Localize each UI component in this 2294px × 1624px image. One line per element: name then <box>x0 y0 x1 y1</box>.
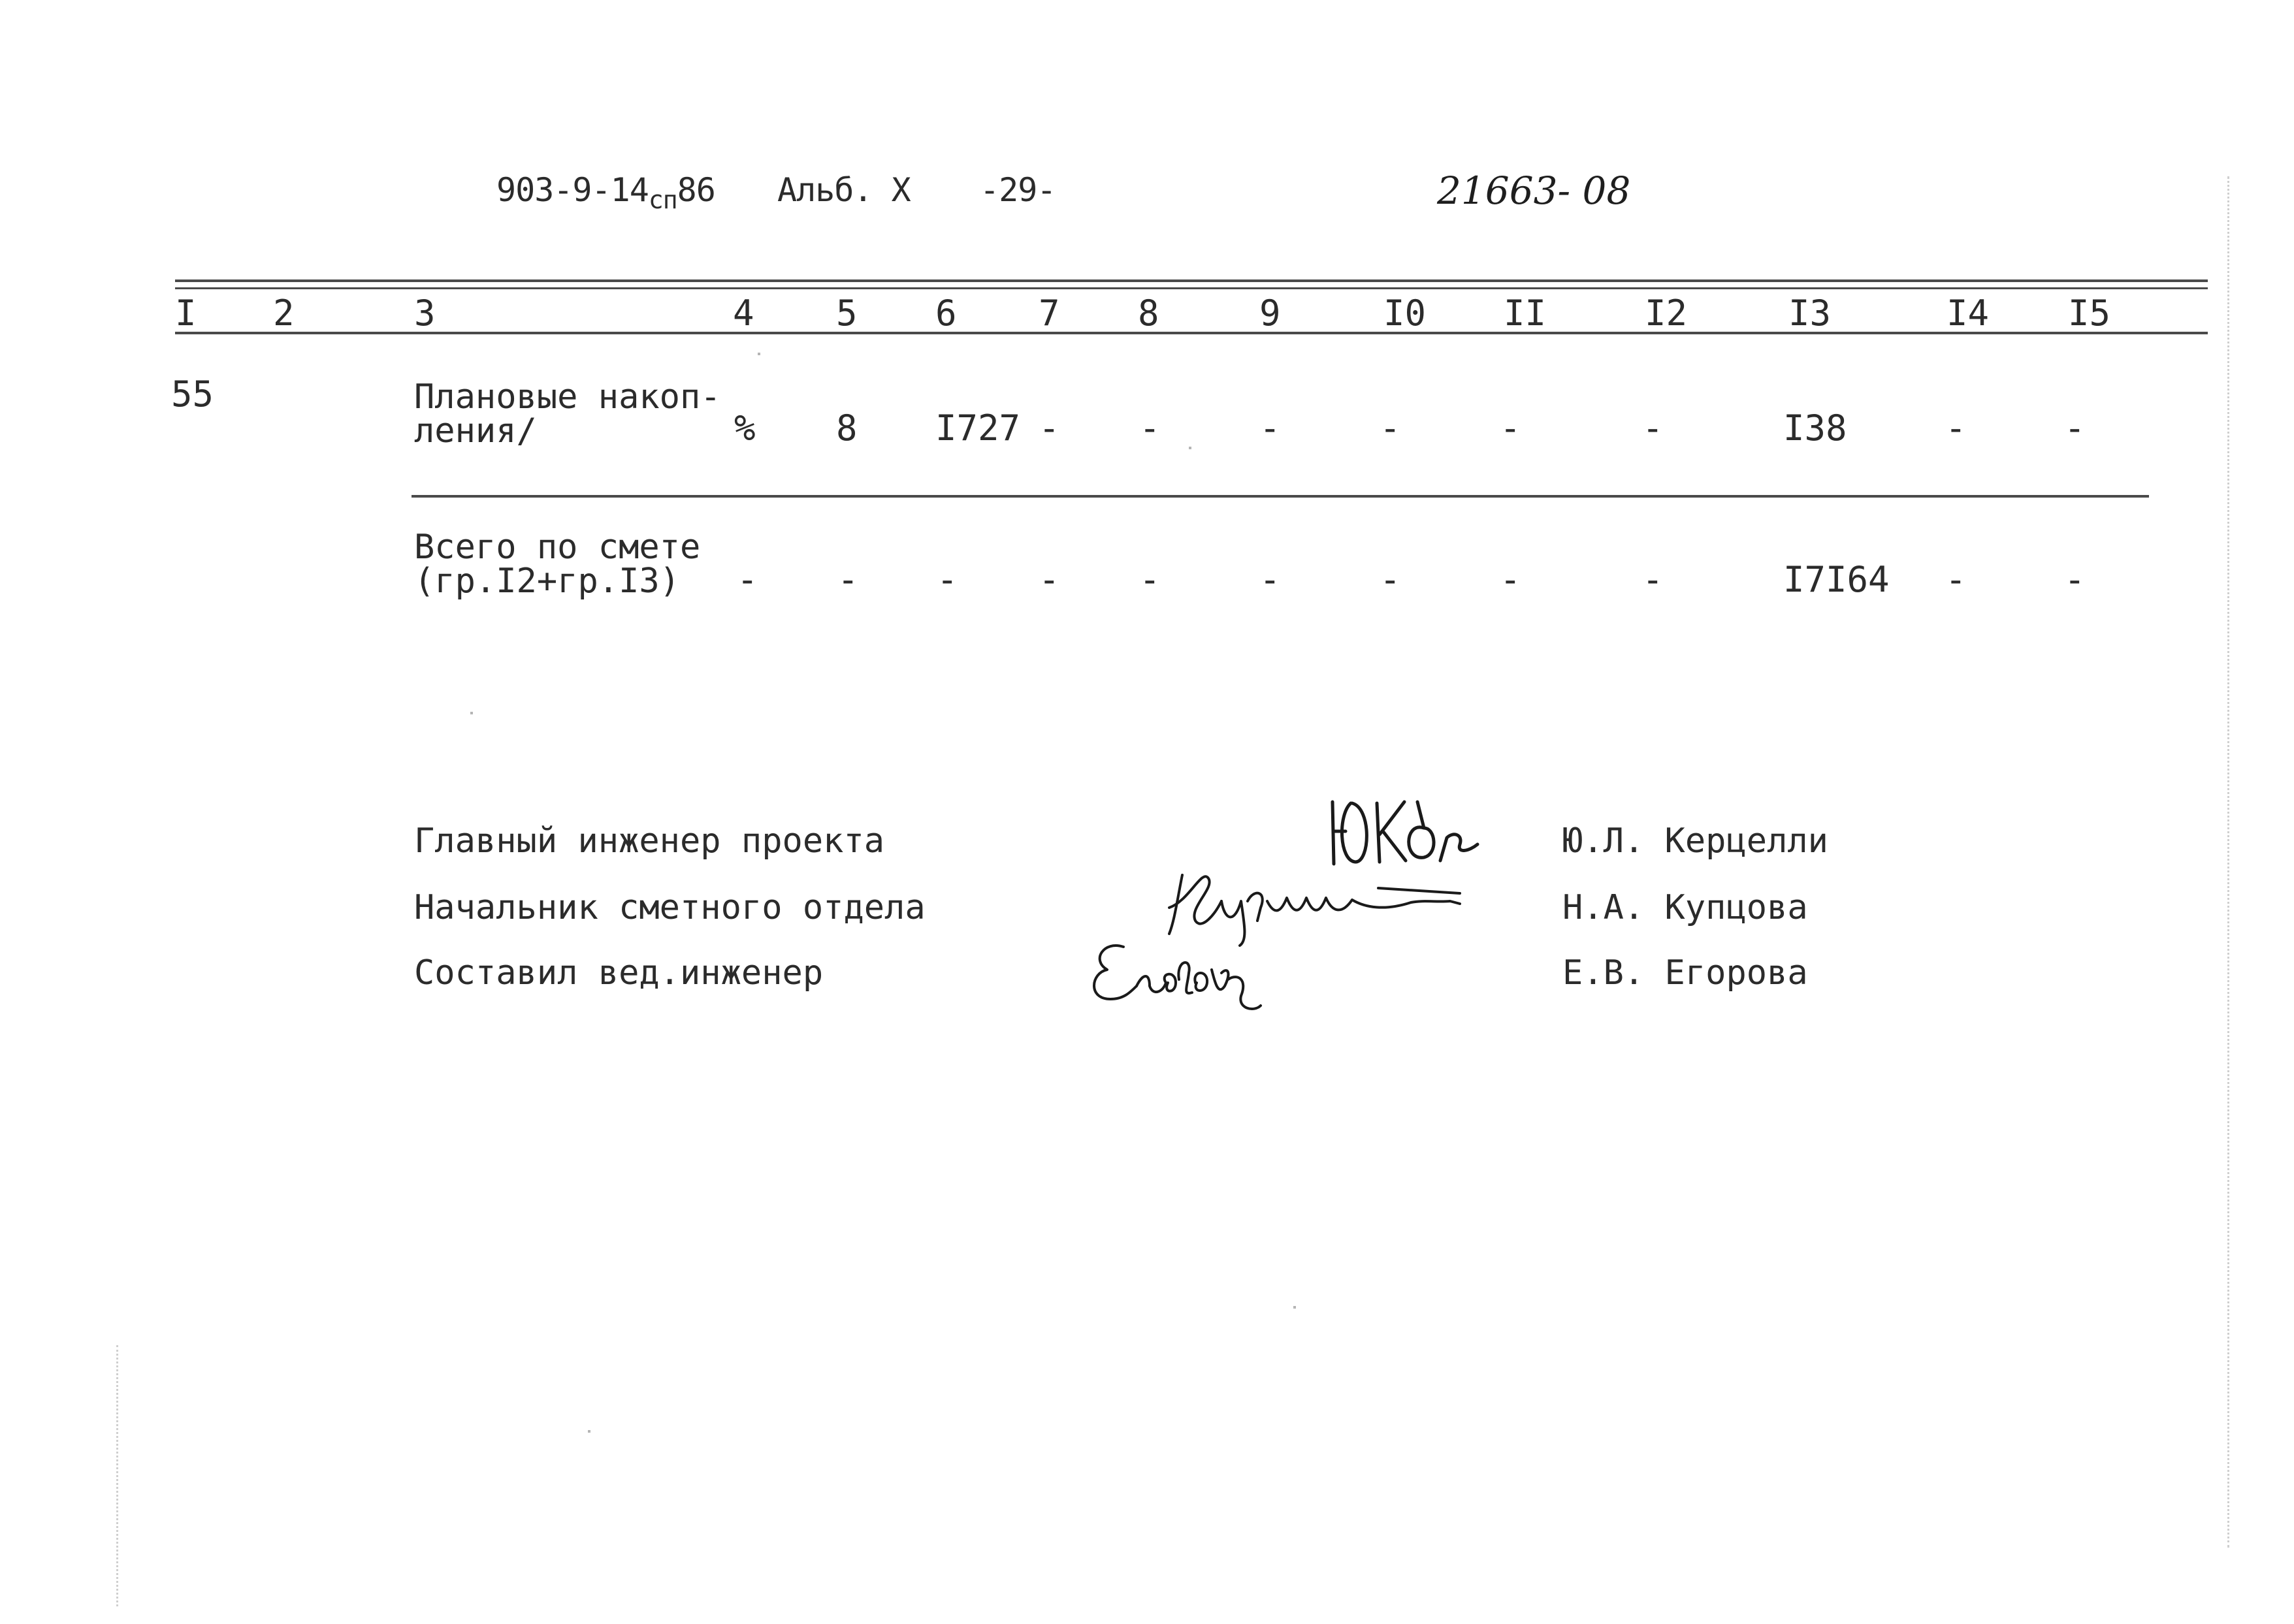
row-col14: - <box>1945 407 1967 449</box>
doc-code-main: 903-9-14 <box>496 171 649 209</box>
total-col14: - <box>1945 559 1967 600</box>
total-col4: - <box>737 559 758 600</box>
row-col7: - <box>1039 407 1060 449</box>
table-top-rule-2 <box>175 287 2208 289</box>
row-col12: - <box>1642 407 1664 449</box>
row-rate: 8 <box>836 407 858 449</box>
column-number: I3 <box>1788 293 1832 334</box>
total-label-line1: Всего по смете <box>414 528 701 567</box>
total-col13: I7I64 <box>1783 559 1890 600</box>
column-number: 4 <box>733 293 754 334</box>
signature-kertselli <box>1326 789 1483 874</box>
row-col13: I38 <box>1783 407 1847 449</box>
scan-speck <box>470 712 473 714</box>
row-name-line2: ления/ <box>414 411 537 451</box>
total-col5: - <box>837 559 859 600</box>
signer-name: Н.А. Купцова <box>1562 888 1808 927</box>
row-number: 55 <box>171 374 214 415</box>
row-col9: - <box>1259 407 1281 449</box>
total-col7: - <box>1039 559 1060 600</box>
scan-speck <box>588 1430 590 1433</box>
inventory-number: 21663- 08 <box>1437 168 1631 213</box>
page-number: -29- <box>980 171 1056 209</box>
column-header-bottom-rule <box>175 332 2208 334</box>
row-col10: - <box>1380 407 1401 449</box>
column-number: II <box>1504 293 1547 334</box>
total-col10: - <box>1380 559 1401 600</box>
column-number: 7 <box>1039 293 1060 334</box>
column-number: 2 <box>273 293 295 334</box>
column-number: 8 <box>1138 293 1159 334</box>
signer-position: Начальник сметного отдела <box>414 888 926 927</box>
doc-code-year: 86 <box>677 171 715 209</box>
signer-position: Составил вед.инженер <box>414 953 824 993</box>
signer-name: Ю.Л. Керцелли <box>1562 821 1828 861</box>
total-col8: - <box>1139 559 1161 600</box>
row-col8: - <box>1139 407 1161 449</box>
column-number: I0 <box>1383 293 1427 334</box>
album-label: Альб. X <box>777 171 911 209</box>
signature-egorova <box>1084 934 1267 1025</box>
column-number: 3 <box>414 293 436 334</box>
row-base: I727 <box>935 407 1021 449</box>
table-top-rule <box>175 279 2208 282</box>
column-number: 9 <box>1259 293 1281 334</box>
doc-code-sub: сп <box>648 185 677 214</box>
column-number: I2 <box>1645 293 1688 334</box>
total-col15: - <box>2064 559 2086 600</box>
doc-code <box>496 171 715 214</box>
row-unit: % <box>734 407 756 449</box>
signer-name: Е.В. Егорова <box>1562 953 1808 993</box>
scan-speck <box>758 353 760 355</box>
row-name-line1: Плановые накоп- <box>414 377 721 417</box>
column-number: I5 <box>2068 293 2111 334</box>
scan-speck <box>1189 447 1191 449</box>
signer-position: Главный инженер проекта <box>414 821 885 861</box>
subtotal-rule <box>412 495 2149 498</box>
total-col9: - <box>1259 559 1281 600</box>
total-label-line2: (гр.I2+гр.I3) <box>414 562 680 601</box>
total-col11: - <box>1500 559 1521 600</box>
scan-edge-left <box>116 1345 118 1606</box>
total-col6: - <box>937 559 958 600</box>
total-col12: - <box>1642 559 1664 600</box>
scan-speck <box>1293 1306 1296 1309</box>
row-col15: - <box>2064 407 2086 449</box>
column-number: 5 <box>836 293 858 334</box>
row-col11: - <box>1500 407 1521 449</box>
column-number: I4 <box>1947 293 1990 334</box>
scan-edge-right <box>2227 176 2229 1548</box>
column-number: 6 <box>935 293 957 334</box>
column-number: I <box>175 293 197 334</box>
